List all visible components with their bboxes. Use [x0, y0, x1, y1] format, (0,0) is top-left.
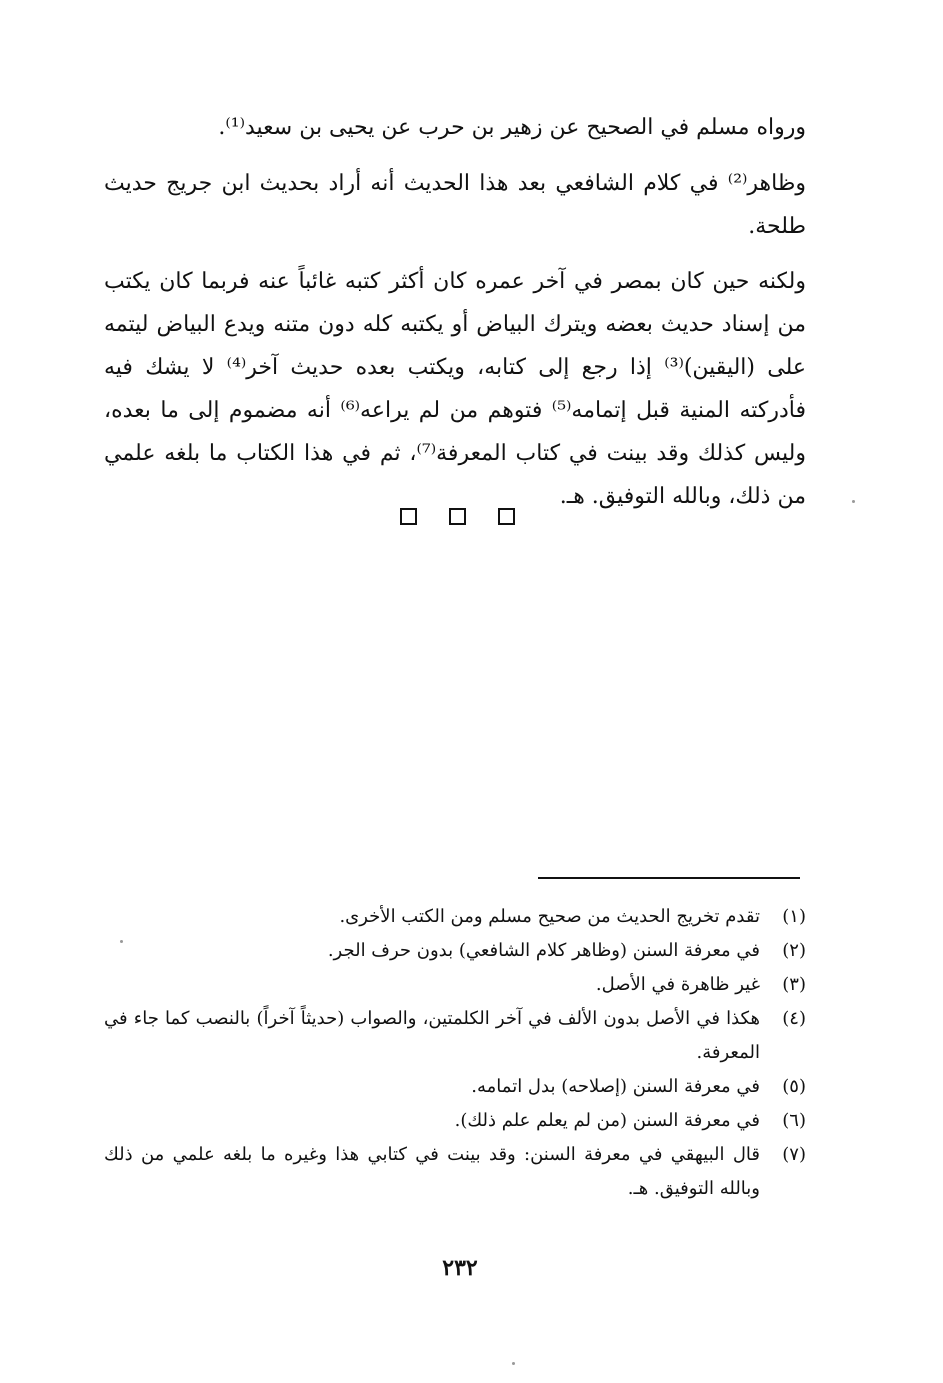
scan-speck — [120, 940, 123, 943]
footnote-text: هكذا في الأصل بدون الألف في آخر الكلمتين، والصواب (حديثاً آخراً) بالنصب كما جاء في المعرفة. — [104, 1008, 760, 1063]
footnote-number: (٣) — [782, 974, 806, 995]
footnote-text: قال البيهقي في معرفة السنن: وقد بينت في كتابي هذا وغيره ما بلغه علمي من ذلك وبالله التوفيق. هـ. — [104, 1144, 760, 1199]
square-ornament — [400, 508, 417, 525]
footnote — [104, 1070, 806, 1104]
footnote-number: (٤) — [782, 1008, 806, 1029]
footnote-number: (٢) — [782, 940, 806, 961]
footnote — [104, 1002, 806, 1070]
footnote-text: تقدم تخريج الحديث من صحيح مسلم ومن الكتب الأخرى. — [339, 906, 760, 927]
scan-speck — [852, 500, 855, 503]
paragraph-1: ورواه مسلم في الصحيح عن زهير بن حرب عن يحيى بن سعيد⁽¹⁾. — [218, 115, 806, 140]
footnote — [104, 1104, 806, 1138]
footnote-number: (٧) — [782, 1144, 806, 1165]
footnote-rule — [538, 877, 800, 879]
footnotes — [104, 900, 806, 1206]
footnote — [104, 900, 806, 934]
footnote-text: غير ظاهرة في الأصل. — [595, 974, 760, 995]
section-divider — [400, 508, 520, 530]
footnote-text: في معرفة السنن (من لم يعلم علم ذلك). — [454, 1110, 760, 1131]
square-ornament — [449, 508, 466, 525]
footnote-text: في معرفة السنن (إصلاحه) بدل اتمامه. — [471, 1076, 760, 1097]
footnote — [104, 968, 806, 1002]
paragraph-2: وظاهر⁽²⁾ في كلام الشافعي بعد هذا الحديث أنه أراد بحديث ابن جريج حديث طلحة. — [104, 171, 806, 239]
footnote — [104, 934, 806, 968]
square-ornament — [498, 508, 515, 525]
page-number: ٢٣٢ — [442, 1255, 478, 1281]
footnote-text: في معرفة السنن (وظاهر كلام الشافعي) بدون حرف الجر. — [327, 940, 760, 961]
footnote-number: (٥) — [782, 1076, 806, 1097]
footnote-number: (٦) — [782, 1110, 806, 1131]
footnote-number: (١) — [782, 906, 806, 927]
footnote — [104, 1138, 806, 1206]
paragraph-3: ولكنه حين كان بمصر في آخر عمره كان أكثر كتبه غائباً عنه فربما كان يكتب من إسناد حديث بعضه ويترك البياض أو يكتبه كله دون متنه ويدع البياض ليتمه على (اليقين)⁽³⁾ إذا رجع إلى كتابه، ويكتب بعده حديث آخر⁽⁴⁾ لا يشك فيه فأدركته المنية قبل إتمامه⁽⁵⁾ فتوهم من لم يراعه⁽⁶⁾ أنه مضموم إلى ما بعده، وليس كذلك وقد بينت في كتاب المعرفة⁽⁷⁾، ثم في هذا الكتاب ما بلغه علمي من ذلك، وبالله التوفيق. هـ. — [104, 269, 807, 509]
scan-speck — [512, 1362, 515, 1365]
